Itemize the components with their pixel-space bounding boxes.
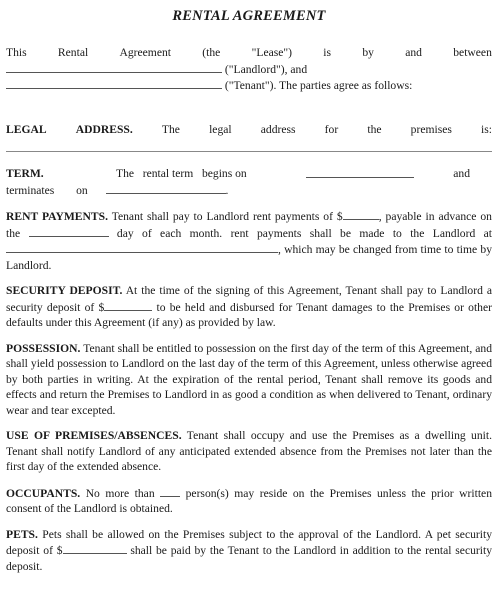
occupants-count-blank[interactable] — [160, 485, 180, 497]
legal-address-blank[interactable] — [6, 139, 492, 152]
rent-amount-blank[interactable] — [343, 208, 379, 220]
occupants-section: OCCUPANTS. No more than person(s) may reside on the Premises unless the prior written consent of the Landlord is obtained. — [6, 486, 492, 515]
rent-payment-address-blank[interactable] — [6, 241, 278, 253]
legal-address-line: LEGAL ADDRESS. The legal address for the premises is: — [6, 122, 492, 136]
intro-word: and — [405, 46, 422, 59]
possession-section: POSSESSION. Tenant shall be entitled to possession on the first day of the term of this Agreement, and shall yield possession to Landlord on the last day of the term of this Agreement, unless otherwise agreed by both parties in writing. At the expiration of the rental period, Tenant shall remove its goods and effects and return the Premises to Landlord in as good a condition as when delivered to Tenant, ordinary wear and tear excepted. — [6, 341, 492, 417]
pet-deposit-blank[interactable] — [63, 542, 127, 554]
intro-line — [6, 45, 492, 61]
tenant-line: ("Tenant"). The parties agree as follows: — [6, 77, 492, 94]
use-of-premises-section: USE OF PREMISES/ABSENCES. Tenant shall occupy and use the Premises as a dwelling unit. Tenant shall notify Landlord of any anticipated extended absence from the Premises not later than the first day of the extended absence. — [6, 429, 492, 473]
landlord-line: ("Landlord"), and — [6, 61, 492, 78]
term-section: TERM. The rental term begins on and terminates on . — [6, 167, 470, 197]
term-start-blank[interactable] — [306, 166, 414, 178]
intro-word: by — [362, 46, 374, 59]
pets-heading: PETS. — [6, 527, 38, 541]
intro-word: Agreement — [119, 46, 171, 59]
landlord-name-blank[interactable] — [6, 61, 222, 73]
possession-heading: POSSESSION. — [6, 341, 81, 355]
term-heading: TERM. — [6, 167, 44, 180]
intro-word: Rental — [57, 46, 89, 59]
intro-word: between — [453, 46, 492, 59]
security-deposit-heading: SECURITY DEPOSIT. — [6, 284, 123, 297]
intro-word: "Lease") — [251, 46, 292, 59]
pets-section: PETS. Pets shall be allowed on the Premises subject to the approval of the Landlord. A pet security deposit of $ shall be paid by the Tenant to the Landlord in addition to the rental security deposit. — [6, 527, 492, 573]
rent-section: RENT PAYMENTS. Tenant shall pay to Landlord rent payments of $ , payable in advance on the day of each month. rent payments shall be made to the Landlord at , which may be changed from time to time by Landlord. — [6, 210, 492, 272]
intro-word: is — [323, 46, 332, 59]
document-title: RENTAL AGREEMENT — [172, 8, 326, 24]
rent-heading: RENT PAYMENTS. — [6, 210, 108, 223]
security-deposit-section: SECURITY DEPOSIT. At the time of the signing of this Agreement, Tenant shall pay to Landlord a security deposit of $ to be held and disbursed for Tenant damages to the Premises or other defaults under this Agreement (if any) as provided by law. — [6, 284, 492, 329]
security-deposit-blank[interactable] — [104, 299, 152, 311]
tenant-name-blank[interactable] — [6, 77, 222, 89]
term-end-blank[interactable] — [106, 182, 226, 194]
use-of-premises-heading: USE OF PREMISES/ABSENCES. — [6, 429, 182, 442]
intro-word: This — [6, 46, 27, 59]
intro-word: (the — [202, 46, 221, 59]
rent-due-day-blank[interactable] — [29, 225, 109, 237]
occupants-heading: OCCUPANTS. — [6, 486, 81, 500]
